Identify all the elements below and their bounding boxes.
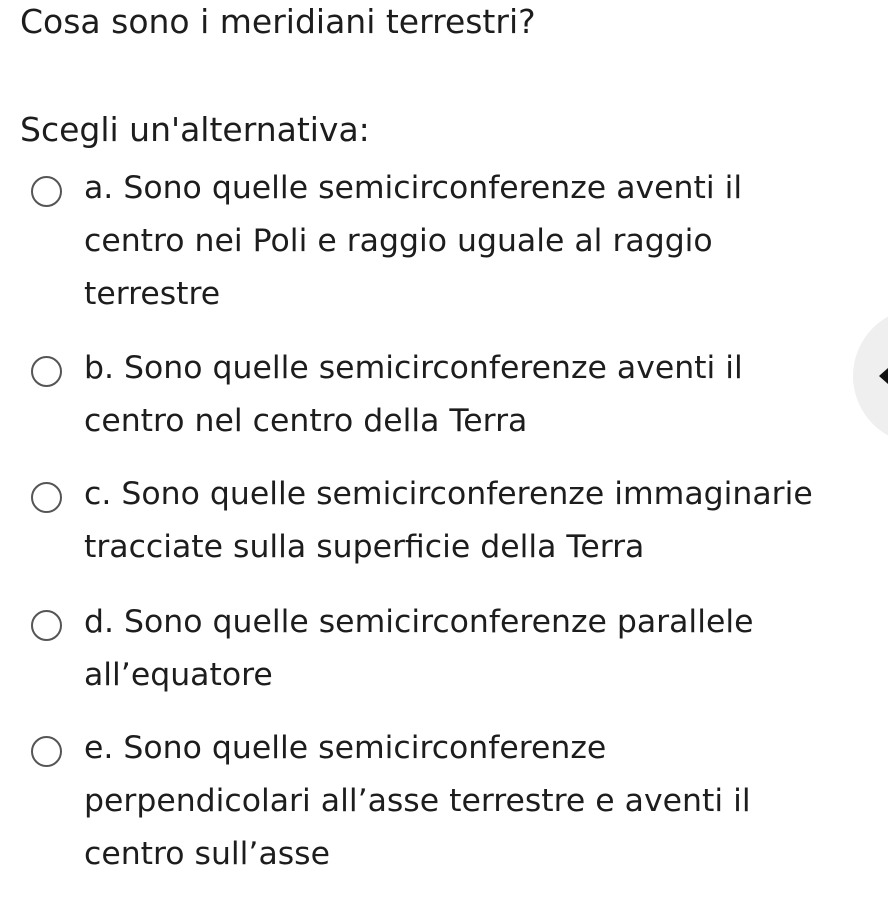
- radio-button-a[interactable]: [31, 176, 62, 207]
- radio-button-e[interactable]: [31, 736, 62, 767]
- radio-button-b[interactable]: [31, 356, 62, 387]
- answer-option-e-label[interactable]: e. Sono quelle semicirconferenze perpendicolari all’asse terrestre e aventi il centro sull’asse: [84, 730, 751, 872]
- question-title: Cosa sono i meridiani terrestri?: [20, 2, 536, 41]
- answer-option-d-label[interactable]: d. Sono quelle semicirconferenze parallele all’equatore: [84, 604, 754, 693]
- answer-option-b-label[interactable]: b. Sono quelle semicirconferenze aventi il centro nel centro della Terra: [84, 350, 743, 439]
- answer-option-c-label[interactable]: c. Sono quelle semicirconferenze immaginarie tracciate sulla superficie della Terra: [84, 476, 813, 565]
- chevron-left-icon: [879, 368, 888, 384]
- radio-button-c[interactable]: [31, 482, 62, 513]
- radio-button-d[interactable]: [31, 610, 62, 641]
- choice-prompt: Scegli un'alternativa:: [20, 110, 370, 149]
- answer-option-a-label[interactable]: a. Sono quelle semicirconferenze aventi il centro nei Poli e raggio uguale al raggio terrestre: [84, 170, 743, 312]
